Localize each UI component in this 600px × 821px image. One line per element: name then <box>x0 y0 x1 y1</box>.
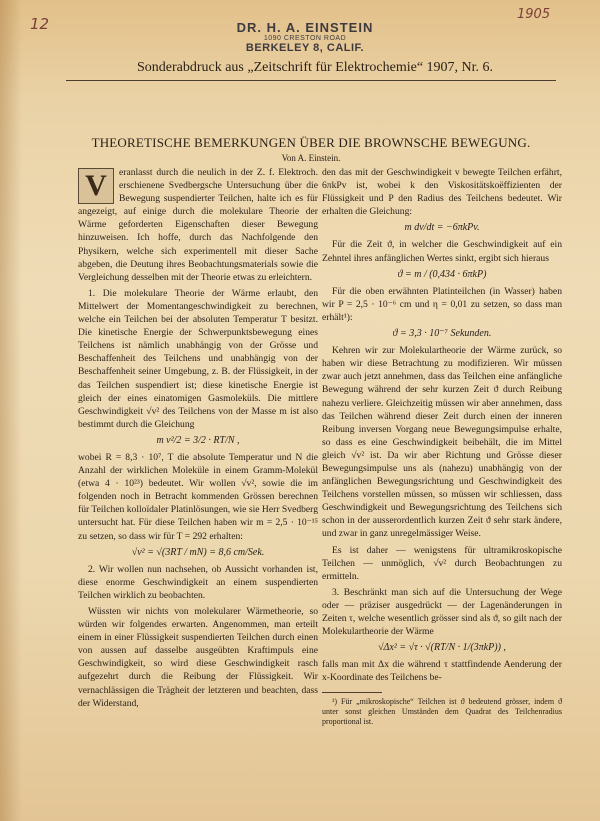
paragraph: Für die oben erwähnten Platinteilchen (in Wasser) haben wir P = 2,5 · 10⁻⁶ cm und η = 0,01 zu setzen, so dass man erhält¹): <box>322 285 562 323</box>
formula: √v² = √(3RT / mN) = 8,6 cm/Sek. <box>131 546 265 558</box>
handwritten-note-right: 1905 <box>517 7 551 22</box>
paragraph: 1. Die molekulare Theorie der Wärme erlaubt, den Mittelwert der Momentangeschwindigkeit zu berechnen, welche ein Teilchen bei der absoluten Temperatur T besitzt. Die kinetische Energie der Schwerpunktsbewegung eines Teilchens ist nämlich unabhängig von der Grösse und Beschaffenheit des Teilchens und unabhängig von der Beschaffenheit seiner Umgebung, z. B. der Flüssigkeit, in der das Teilchen suspendiert ist; diese kinetische Energie ist gleich der eines einatomigen Gasmoleküls. Die mittlere Geschwindigkeit √v² des Teilchens von der Masse m ist also bestimmt durch die Gleichung <box>78 287 318 430</box>
paragraph: falls man mit Δx die während τ stattfindende Aenderung der x-Koordinate des Teilchens be- <box>322 659 562 684</box>
paragraph: Für die Zeit ϑ, in welcher die Geschwindigkeit auf ein Zehntel ihres anfänglichen Wertes sinkt, ergibt sich hieraus <box>322 239 562 264</box>
paragraph: Es ist daher — wenigstens für ultramikroskopische Teilchen — unmöglich, √v² durch Beobachtungen zu ermitteln. <box>322 544 562 582</box>
paragraph: Wüssten wir nichts von molekularer Wärmetheorie, so würden wir folgendes erwarten. Angenommen, man erteilt einem in einer Flüssigkeit suspendierten Teilchen durch einen von aussen auf dasselbe ausgeübten Kraftimpuls eine Geschwindigkeit, so wird diese Geschwindigkeit rasch aufgezehrt durch die Reibung der Flüssigkeit. Wir vernachlässigen die Trägheit der letzteren und beachten, dass der Widerstand, <box>78 606 318 709</box>
formula: √Δx² = √τ · √(RT/N · 1/(3πkP)) , <box>378 642 506 654</box>
formula: m dv/dt = −6πkPv. <box>404 222 480 234</box>
stamp-road: 1090 CRESTON ROAD <box>263 35 347 42</box>
handwritten-note-left: 12 <box>30 15 50 33</box>
reprint-header: Sonderabdruck aus „Zeitschrift für Elektrochemie“ 1907, Nr. 6. <box>136 60 494 75</box>
footnote-rule <box>322 692 382 693</box>
article-title: THEORETISCHE BEMERKUNGEN ÜBER DIE BROWNSCHE BEWEGUNG. <box>91 135 531 150</box>
paragraph: den das mit der Geschwindigkeit v bewegte Teilchen erfährt, 6πkPv ist, wobei k den Viskositätskoëffizienten der Flüssigkeit und P den Radius des Teilchens bedeutet. Wir erhalten die Gleichung: <box>322 167 562 218</box>
column-right <box>322 166 562 727</box>
column-left <box>78 166 318 713</box>
address-stamp <box>230 20 380 54</box>
drop-cap: V <box>78 168 114 204</box>
formula: ϑ = m / (0,434 · 6πkP) <box>397 268 487 280</box>
paragraph: 3. Beschränkt man sich auf die Untersuchung der Wege oder — präziser ausgedrückt — der Lagenänderungen in Zeiten τ, welche wesentlich grösser sind als ϑ, so gilt nach der Molekulartheorie der Wärme <box>322 586 562 638</box>
formula: ϑ = 3,3 · 10⁻⁷ Sekunden. <box>392 328 492 340</box>
article-author: Von A. Einstein. <box>281 153 341 163</box>
paragraph: 2. Wir wollen nun nachsehen, ob Aussicht vorhanden ist, diese enorme Geschwindigkeit an einem suspendierten Teilchen wirklich zu beobachten. <box>78 563 318 601</box>
header-rule <box>66 80 556 81</box>
paragraph-text: eranlasst durch die neulich in der Z. f. Elektroch. erschienene Svedbergsche Untersuchung über die Bewegung suspendierter Teilchen, halte ich es für angezeigt, auf einige durch die molekulare Theorie der Wärme geforderten Eigenschaften dieser Bewegung hinzuweisen. Ich hoffe, durch das Nachfolgende den Physikern, welche sich experimentell mit dieser Sache abgeben, die Deutung ihres Beobachtungsmaterials sowie die Vergleichung desselben mit der Theorie etwas zu erleichtern. <box>78 167 318 283</box>
stamp-city: BERKELEY 8, CALIF. <box>245 42 365 54</box>
footnote: ¹) Für „mikroskopische“ Teilchen ist ϑ bedeutend grösser, indem ϑ unter sonst gleichen Umständen dem Quadrat des Teilchenradius proportional ist. <box>322 697 562 727</box>
paragraph: Kehren wir zur Molekulartheorie der Wärme zurück, so haben wir diese Betrachtung zu modifizieren. Wir müssen zwar auch jetzt annehmen, dass das Teilchen eine anfängliche Bewegung während der sehr kurzen Zeit ϑ durch Reibung nahezu verliere. Gleichzeitig müssen wir aber annehmen, dass das Teilchen während dieser Zeit durch einen der inneren Reibung inversen Vorgang neue Bewegungsimpulse erhalte, so dass es eine Geschwindigkeit beibehält, die im Mittel gleich √v² ist. Da wir aber Richtung und Grösse dieser Bewegungsimpulse uns als (nahezu) unabhängig von der anfänglichen Bewegungsrichtung und Geschwindigkeit des Teilchens vorstellen müssen, so müssen wir schliessen, dass Geschwindigkeit und Bewegungsrichtung des Teilchens sich schon in der ausserordentlich kurzen Zeit ϑ sehr stark ändere, und zwar in ganz unregelmässiger Weise. <box>322 345 562 540</box>
paragraph: wobei R = 8,3 · 10⁷, T die absolute Temperatur und N die Anzahl der wirklichen Moleküle in einem Gramm-Molekül (etwa 4 · 10²³) bedeutet. Wir wollen √v², sowie die im folgenden noch in Betracht kommenden Grössen berechnen für Teilchen kolloïdaler Platinlösungen, wie sie Herr Svedberg untersucht hat. Für diese Teilchen haben wir m = 2,5 · 10⁻¹⁵ zu setzen, so dass wir für T = 292 erhalten: <box>78 451 318 542</box>
stamp-name: DR. H. A. EINSTEIN <box>236 20 374 35</box>
paragraph <box>78 166 318 284</box>
formula: m v²/2 = 3/2 · RT/N , <box>156 434 240 446</box>
